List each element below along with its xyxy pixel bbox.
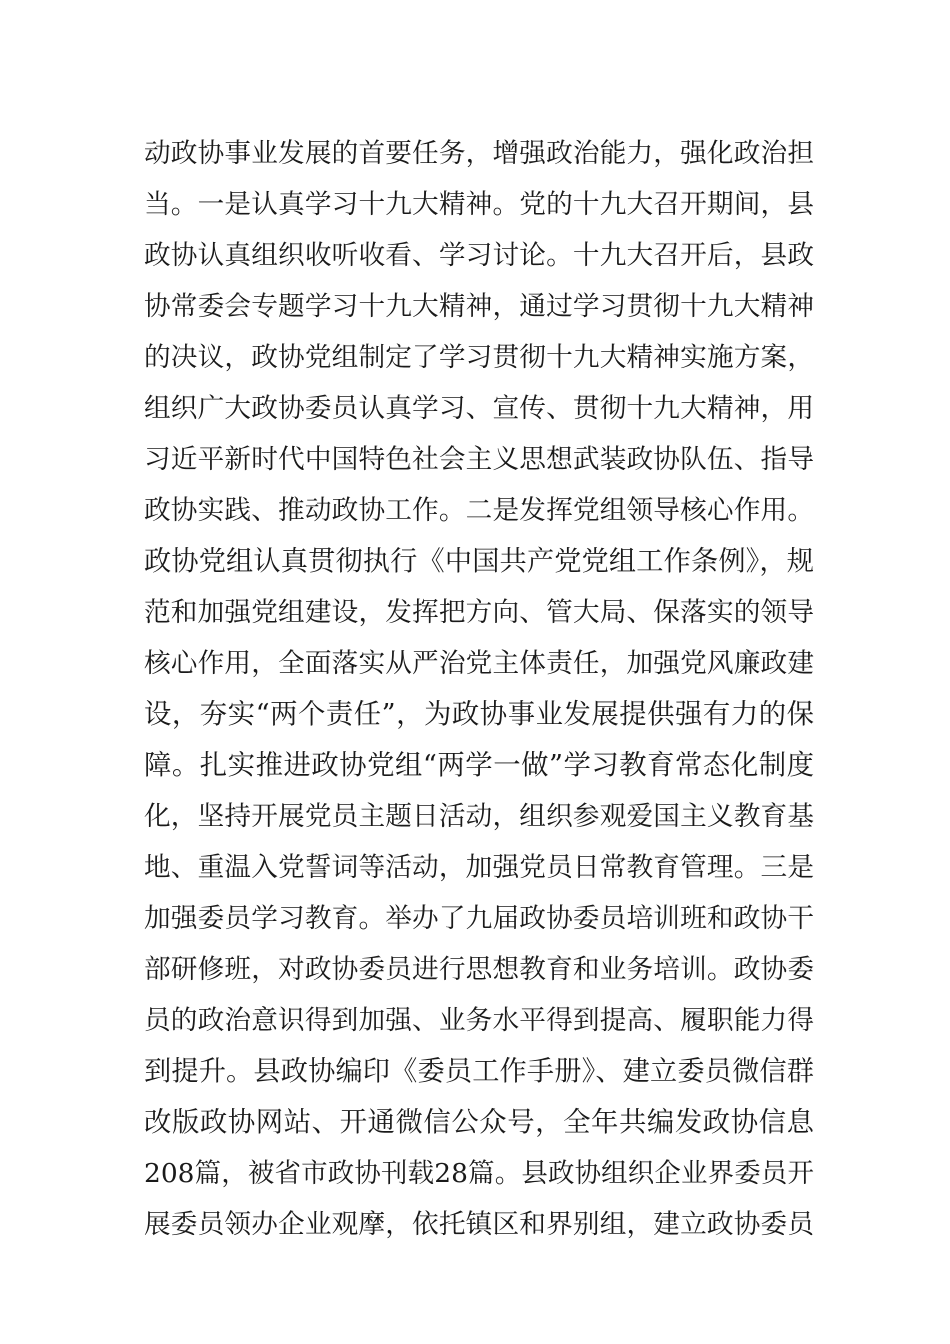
text-line-16: 加强委员学习教育。举办了九届政协委员培训班和政协干 (144, 903, 814, 934)
text-line-20: 改版政协网站、开通微信公众号，全年共编发政协信息 (144, 1107, 814, 1138)
text-line-13: 障。扎实推进政协党组“两学一做”学习教育常态化制度 (144, 750, 814, 781)
text-line-10: 范和加强党组建设，发挥把方向、管大局、保落实的领导 (144, 597, 814, 628)
text-line-4: 协常委会专题学习十九大精神，通过学习贯彻十九大精神 (144, 291, 814, 322)
body-paragraph (144, 128, 814, 1250)
text-line-22: 展委员领办企业观摩，依托镇区和界别组，建立政协委员 (144, 1209, 814, 1240)
text-line-15: 地、重温入党誓词等活动，加强党员日常教育管理。三是 (144, 852, 814, 883)
text-line-8: 政协实践、推动政协工作。二是发挥党组领导核心作用。 (144, 495, 814, 526)
text-line-11: 核心作用，全面落实从严治党主体责任，加强党风廉政建 (144, 648, 814, 679)
text-line-21: 208篇，被省市政协刊载28篇。县政协组织企业界委员开 (144, 1158, 814, 1189)
text-line-12: 设，夯实“两个责任”，为政协事业发展提供强有力的保 (144, 699, 814, 730)
text-line-2: 当。一是认真学习十九大精神。党的十九大召开期间，县 (144, 189, 814, 220)
text-line-9: 政协党组认真贯彻执行《中国共产党党组工作条例》，规 (144, 546, 814, 577)
text-line-7: 习近平新时代中国特色社会主义思想武装政协队伍、指导 (144, 444, 814, 475)
text-line-18: 员的政治意识得到加强、业务水平得到提高、履职能力得 (144, 1005, 814, 1036)
text-line-17: 部研修班，对政协委员进行思想教育和业务培训。政协委 (144, 954, 814, 985)
text-line-1: 动政协事业发展的首要任务，增强政治能力，强化政治担 (144, 138, 814, 169)
text-line-19: 到提升。县政协编印《委员工作手册》、建立委员微信群 (144, 1056, 814, 1087)
text-line-6: 组织广大政协委员认真学习、宣传、贯彻十九大精神，用 (144, 393, 814, 424)
text-line-3: 政协认真组织收听收看、学习讨论。十九大召开后，县政 (144, 240, 814, 271)
text-line-5: 的决议，政协党组制定了学习贯彻十九大精神实施方案， (144, 342, 814, 373)
text-line-14: 化，坚持开展党员主题日活动，组织参观爱国主义教育基 (144, 801, 814, 832)
